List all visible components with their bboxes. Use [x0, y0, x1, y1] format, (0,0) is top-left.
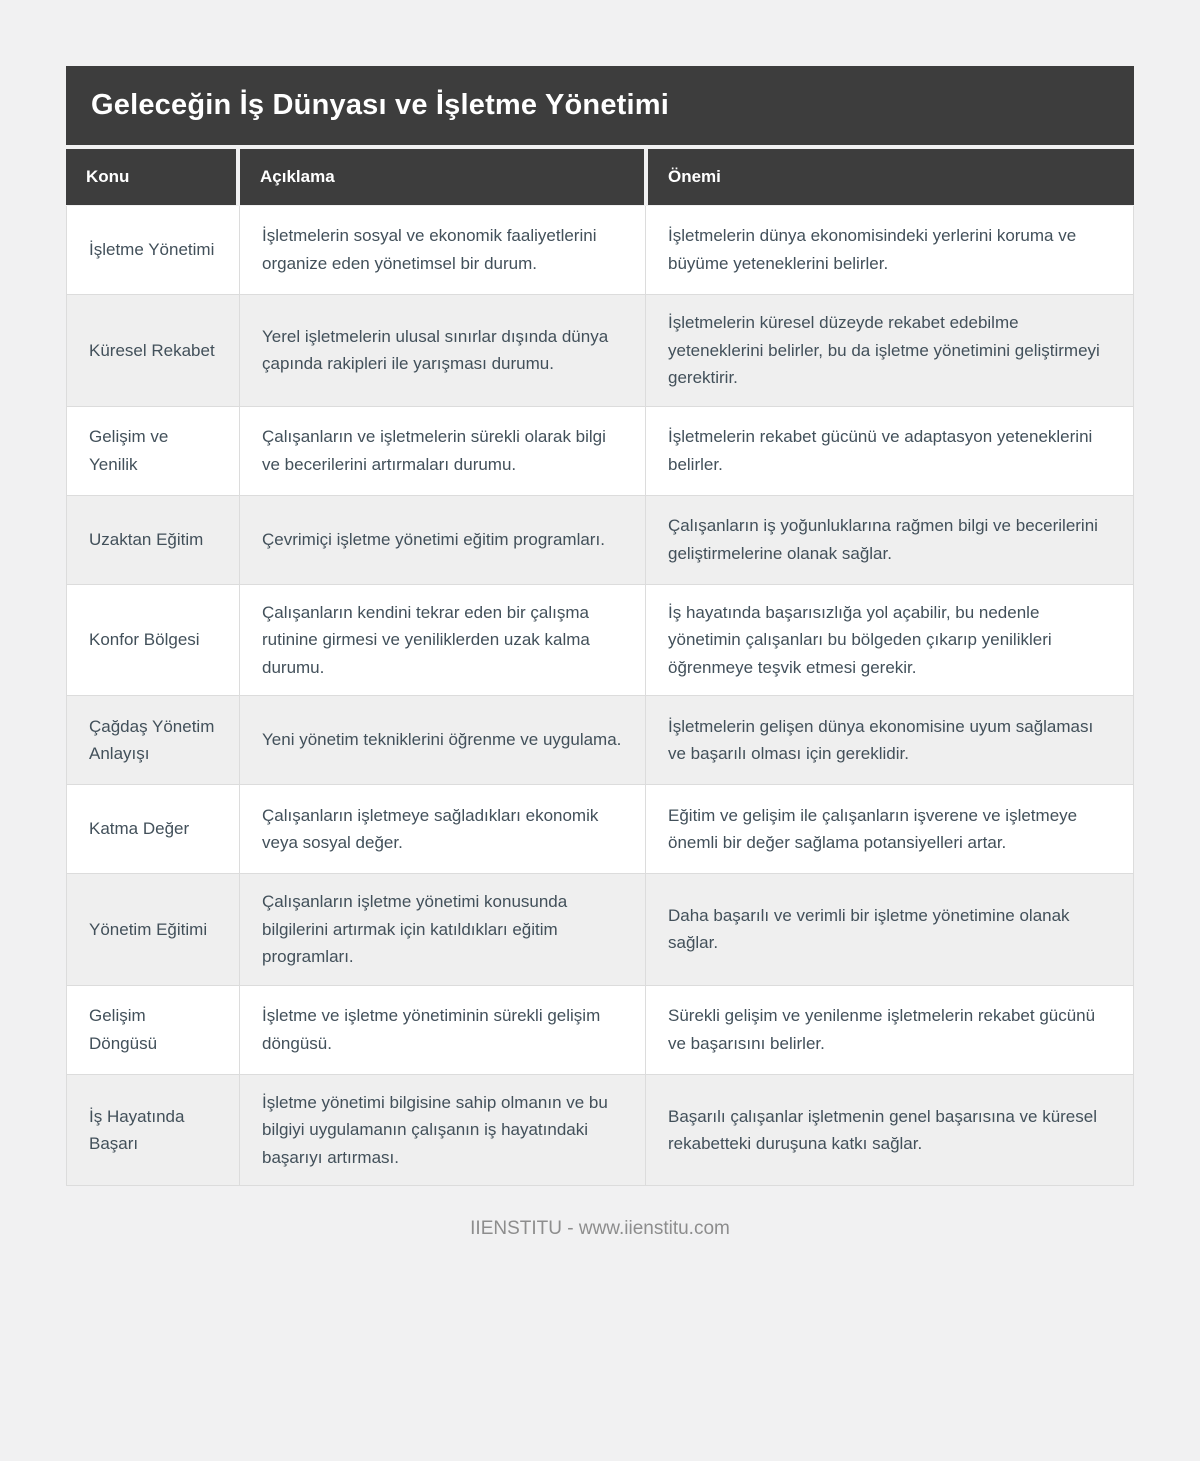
cell-text: Çalışanların kendini tekrar eden bir çalışma rutinine girmesi ve yeniliklerden uzak kalma durumu. — [262, 602, 590, 677]
table-row — [67, 874, 1133, 986]
cell-aciklama — [239, 585, 645, 696]
cell-konu — [67, 699, 239, 782]
cell-text: Başarılı çalışanlar işletmenin genel başarısına ve küresel rekabetteki duruşuna katkı sağlar. — [668, 1106, 1097, 1154]
cell-konu — [67, 409, 239, 492]
table-row — [67, 585, 1133, 697]
cell-onemi — [645, 986, 1133, 1074]
cell-text: Eğitim ve gelişim ile çalışanların işverene ve işletmeye önemli bir değer sağlama potansiyelleri artar. — [668, 805, 1078, 853]
table-row — [67, 407, 1133, 496]
cell-konu — [67, 612, 239, 668]
cell-text: İş Hayatında Başarı — [89, 1106, 185, 1154]
cell-aciklama — [239, 496, 645, 584]
cell-text: Uzaktan Eğitim — [89, 529, 204, 549]
cell-aciklama — [239, 407, 645, 495]
cell-text: İşletme ve işletme yönetiminin sürekli gelişim döngüsü. — [262, 1006, 601, 1053]
cell-text: İşletme Yönetimi — [89, 240, 215, 260]
column-header-onemi: Önemi — [648, 149, 1134, 205]
cell-aciklama — [239, 696, 645, 784]
column-header-aciklama: Açıklama — [240, 149, 644, 205]
cell-text: Çalışanların işletme yönetimi konusunda bilgilerini artırmak için katıldıkları eğitim programları. — [262, 892, 568, 967]
table-row — [67, 696, 1133, 785]
cell-text: Daha başarılı ve verimli bir işletme yönetimine olanak sağlar. — [668, 905, 1070, 953]
cell-konu — [67, 902, 239, 958]
cell-text: Çağdaş Yönetim Anlayışı — [89, 716, 215, 764]
cell-text: Gelişim ve Yenilik — [89, 427, 169, 474]
cell-aciklama — [239, 986, 645, 1074]
cell-aciklama — [239, 785, 645, 873]
cell-onemi — [645, 696, 1133, 784]
page-title: Geleceğin İş Dünyası ve İşletme Yönetimi — [66, 66, 1134, 145]
cell-text: İş hayatında başarısızlığa yol açabilir, bu nedenle yönetimin çalışanları bu bölgeden çıkarıp yenilikleri öğrenmeye teşvik etmesi gerekir. — [668, 602, 1052, 677]
cell-onemi — [645, 874, 1133, 985]
cell-text: Yerel işletmelerin ulusal sınırlar dışında dünya çapında rakipleri ile yarışması durumu. — [262, 326, 609, 374]
cell-text: Yönetim Eğitimi — [89, 919, 208, 939]
cell-konu — [67, 222, 239, 278]
table-row — [67, 295, 1133, 407]
cell-onemi — [645, 585, 1133, 696]
cell-konu — [67, 323, 239, 379]
cell-text: İşletmelerin rekabet gücünü ve adaptasyon yeteneklerini belirler. — [668, 427, 1093, 474]
cell-konu — [67, 512, 239, 568]
cell-onemi — [645, 496, 1133, 584]
footer-credit: IIENSTITU - www.iienstitu.com — [470, 1218, 730, 1240]
cell-text: Çalışanların iş yoğunluklarına rağmen bilgi ve becerilerini geliştirmelerine olanak sağlar. — [668, 516, 1098, 563]
table-row — [67, 785, 1133, 874]
cell-konu — [67, 801, 239, 857]
cell-text: Küresel Rekabet — [89, 340, 215, 360]
cell-onemi — [645, 206, 1133, 294]
cell-aciklama — [239, 295, 645, 406]
cell-text: Gelişim Döngüsü — [89, 1006, 158, 1053]
cell-text: Konfor Bölgesi — [89, 630, 200, 650]
cell-text: İşletmelerin sosyal ve ekonomik faaliyetlerini organize eden yönetimsel bir durum. — [262, 226, 597, 273]
cell-text: İşletmelerin dünya ekonomisindeki yerlerini koruma ve büyüme yeteneklerini belirler. — [668, 226, 1077, 273]
cell-onemi — [645, 295, 1133, 406]
cell-text: Katma Değer — [89, 819, 190, 839]
cell-aciklama — [239, 1075, 645, 1186]
cell-text: Çalışanların işletmeye sağladıkları ekonomik veya sosyal değer. — [262, 805, 599, 853]
table-header-row — [66, 149, 1134, 205]
table-row — [67, 986, 1133, 1075]
cell-onemi — [645, 785, 1133, 873]
cell-text: İşletme yönetimi bilgisine sahip olmanın ve bu bilgiyi uygulamanın çalışanın iş hayatındaki başarıyı artırması. — [262, 1092, 608, 1167]
cell-aciklama — [239, 874, 645, 985]
cell-text: Çalışanların ve işletmelerin sürekli olarak bilgi ve becerilerini artırmaları durumu. — [262, 427, 606, 474]
table-body — [66, 206, 1134, 1186]
table-row — [67, 206, 1133, 295]
business-management-table — [66, 66, 1134, 1186]
cell-onemi — [645, 407, 1133, 495]
table-row — [67, 1075, 1133, 1186]
cell-onemi — [645, 1075, 1133, 1186]
cell-text: Yeni yönetim tekniklerini öğrenme ve uygulama. — [262, 730, 622, 750]
cell-text: İşletmelerin küresel düzeyde rekabet edebilme yeteneklerini belirler, bu da işletme yönetimini geliştirmeyi gerektirir. — [668, 313, 1100, 388]
cell-text: Sürekli gelişim ve yenilenme işletmelerin rekabet gücünü ve başarısını belirler. — [668, 1006, 1096, 1053]
cell-konu — [67, 1089, 239, 1172]
column-header-konu: Konu — [66, 149, 236, 205]
cell-text: Çevrimiçi işletme yönetimi eğitim programları. — [262, 529, 605, 549]
cell-aciklama — [239, 206, 645, 294]
table-row — [67, 496, 1133, 585]
cell-konu — [67, 988, 239, 1071]
cell-text: İşletmelerin gelişen dünya ekonomisine uyum sağlaması ve başarılı olması için gereklidir. — [668, 716, 1094, 764]
